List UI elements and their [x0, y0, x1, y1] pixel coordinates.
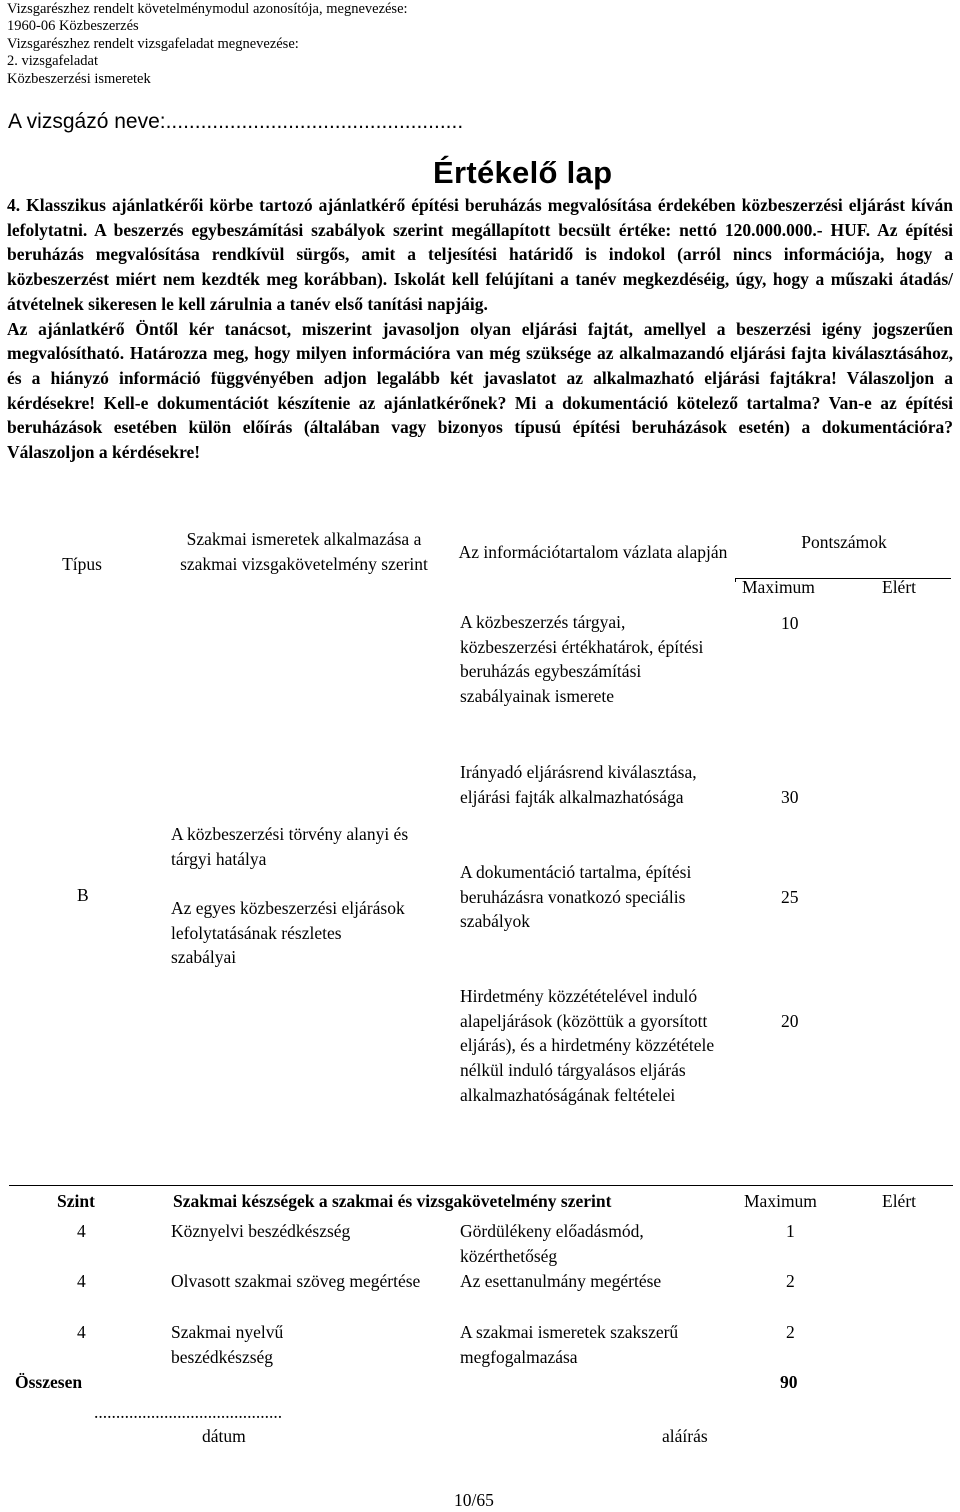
skill-level: 4 — [77, 1271, 86, 1291]
info-row: A dokumentáció tartalma, építési beruházásra vonatkozó speciális szabályok — [460, 862, 692, 932]
date-label: dátum — [202, 1426, 246, 1446]
header-line: Közbeszerzési ismeretek — [7, 70, 151, 87]
task-description — [7, 193, 953, 465]
header-info: Az információtartalom vázlata alapján — [458, 542, 728, 562]
max-score: 20 — [781, 1011, 799, 1031]
type-cell: B — [77, 885, 89, 905]
skill-name: Olvasott szakmai szöveg megértése — [171, 1271, 421, 1291]
info-row: Hirdetmény közzétételével induló alapeljárások (közöttük a gyorsított eljárás), és a hirdetmény közzététele nélkül induló tárgyalásos eljárás alkalmazhatóságának feltételei — [460, 986, 715, 1105]
signature-label: aláírás — [662, 1426, 708, 1446]
header-maximum-2: Maximum — [744, 1191, 817, 1211]
info-row: Irányadó eljárásrend kiválasztása, eljárási fajták alkalmazhatósága — [460, 762, 697, 807]
header-line: Vizsgarészhez rendelt vizsgafeladat megnevezése: — [7, 35, 299, 52]
header-szakmai: Szakmai ismeretek alkalmazása a szakmai vizsgakövetelmény szerint — [180, 529, 428, 574]
page-number: 10/65 — [454, 1490, 494, 1510]
header-line: 1960-06 Közbeszerzés — [7, 18, 139, 35]
total-label: Összesen — [15, 1372, 83, 1392]
max-score: 30 — [781, 787, 799, 807]
skill-desc: Az esettanulmány megértése — [460, 1271, 662, 1291]
skill-max: 1 — [786, 1221, 795, 1241]
date-dotted-line: ........................................... — [94, 1402, 283, 1422]
candidate-name-field: A vizsgázó neve:................................................... — [8, 110, 464, 133]
skill-level: 4 — [77, 1322, 86, 1342]
knowledge-item: Az egyes közbeszerzési eljárások lefolytatásának részletes szabályai — [171, 898, 405, 968]
skill-name: Köznyelvi beszédkészség — [171, 1221, 351, 1241]
skill-name: Szakmai nyelvű beszédkészség — [171, 1322, 284, 1367]
skill-level: 4 — [77, 1221, 86, 1241]
skill-max: 2 — [786, 1271, 795, 1291]
page-title: Értékelő lap — [433, 155, 613, 190]
task-paragraph: 4. Klasszikus ajánlatkérői körbe tartozó ajánlatkérő építési beruházás megvalósítása érdekében közbeszerzési eljárást kíván lefolytatni. A beszerzés egybeszámítási szabályok szerint megállapított becsült értéke: nettó 120.000.000.- HUF. Az építési beruházás megvalósítása rendkívül sürgős, amit a teljesítési határidő is indokol (arról nincs információja, hogy a közbeszerzést miért nem kezdték meg korábban). Iskolát kell felújítani a tanév megkezdéséig, úgy, hogy a műszaki átadás/átvételnek sikeresen le kell zárulnia a tanév első tanítási napjáig. — [7, 195, 953, 314]
max-score: 25 — [781, 887, 799, 907]
table-divider — [9, 1185, 953, 1186]
header-line: Vizsgarészhez rendelt követelménymodul azonosítója, megnevezése: — [7, 1, 408, 17]
skill-desc: A szakmai ismeretek szakszerű megfogalmazása — [460, 1322, 679, 1367]
document-header — [7, 1, 408, 88]
header-maximum: Maximum — [742, 577, 815, 597]
info-row: A közbeszerzés tárgyai, közbeszerzési értékhatárok, építési beruházás egybeszámítási szabályainak ismerete — [460, 612, 704, 707]
skill-max: 2 — [786, 1322, 795, 1342]
header-pontszamok: Pontszámok — [801, 532, 887, 552]
knowledge-item: A közbeszerzési törvény alanyi és tárgyi hatálya — [171, 824, 409, 869]
total-score: 90 — [780, 1372, 798, 1392]
header-line: 2. vizsgafeladat — [7, 53, 98, 70]
header-keszsegek: Szakmai készségek a szakmai és vizsgakövetelmény szerint — [173, 1191, 612, 1211]
header-elert: Elért — [882, 577, 917, 597]
header-elert-2: Elért — [882, 1191, 917, 1211]
task-paragraph: Az ajánlatkérő Öntől kér tanácsot, miszerint javasoljon olyan eljárási fajtát, amellyel a beszerzési igény jogszerűen megvalósítható. Határozza meg, hogy milyen információra van még szüksége az alkalmazandó eljárási fajta kiválasztásához, és a hiányzó információ függvényében adjon legalább két javaslatot az alkalmazható eljárási fajtákra! Válaszoljon a kérdésekre! Kell-e dokumentációt készítenie az ajánlatkérőnek? Mi a dokumentáció kötelező tartalma? Van-e az építési beruházások esetében külön előírás (általában vagy bizonyos típusú építési beruházások esetén) a dokumentációra? Válaszoljon a kérdésekre! — [7, 318, 953, 463]
skill-desc: Gördülékeny előadásmód, közérthetőség — [460, 1221, 644, 1266]
header-tipus: Típus — [62, 554, 102, 574]
header-szint: Szint — [57, 1191, 95, 1211]
max-score: 10 — [781, 613, 799, 633]
